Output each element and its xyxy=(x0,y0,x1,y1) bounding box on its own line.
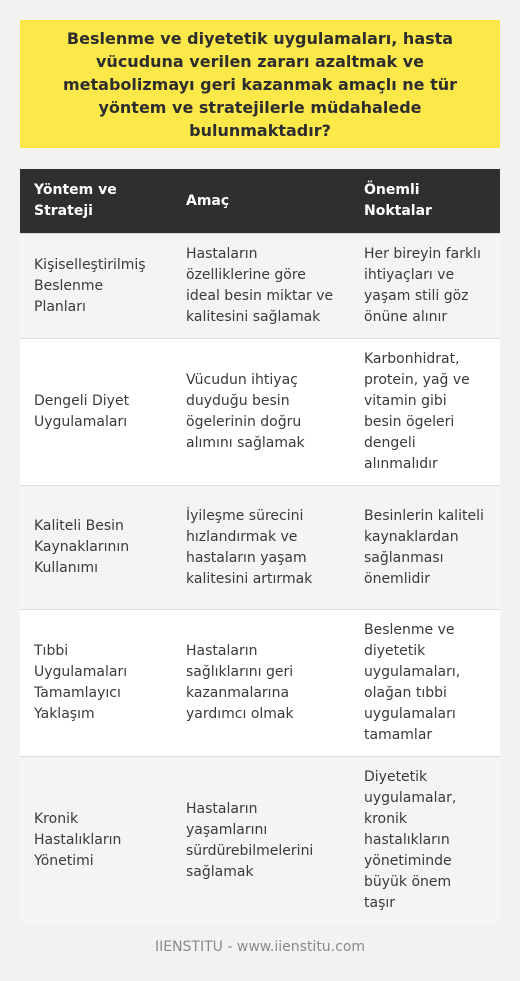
table-row xyxy=(20,486,500,610)
strategy-table xyxy=(20,169,500,924)
cell-purpose: Hastaların özelliklerine göre ideal besin miktar ve kalitesini sağlamak xyxy=(172,234,350,339)
table-row xyxy=(20,339,500,486)
cell-method: Kronik Hastalıkların Yönetimi xyxy=(20,757,172,925)
cell-method: Dengeli Diyet Uygulamaları xyxy=(20,339,172,486)
cell-purpose: Hastaların yaşamlarını sürdürebilmelerini sağlamak xyxy=(172,757,350,925)
header-method: Yöntem ve Strateji xyxy=(20,169,172,234)
footer-credit: IIENSTITU - www.iienstitu.com xyxy=(154,939,366,955)
cell-key-points: Besinlerin kaliteli kaynaklardan sağlanması önemlidir xyxy=(350,486,500,610)
cell-purpose: Vücudun ihtiyaç duyduğu besin ögelerinin doğru alımını sağlamak xyxy=(172,339,350,486)
table-row xyxy=(20,234,500,339)
cell-key-points: Karbonhidrat, protein, yağ ve vitamin gibi besin ögeleri dengeli alınmalıdır xyxy=(350,339,500,486)
cell-purpose: İyileşme sürecini hızlandırmak ve hastaların yaşam kalitesini artırmak xyxy=(172,486,350,610)
cell-method: Kaliteli Besin Kaynaklarının Kullanımı xyxy=(20,486,172,610)
cell-key-points: Diyetetik uygulamalar, kronik hastalıkların yönetiminde büyük önem taşır xyxy=(350,757,500,925)
header-purpose: Amaç xyxy=(172,169,350,234)
cell-purpose: Hastaların sağlıklarını geri kazanmalarına yardımcı olmak xyxy=(172,610,350,757)
question-box xyxy=(20,20,500,148)
table-row xyxy=(20,610,500,757)
table-row xyxy=(20,757,500,925)
cell-method: Kişiselleştirilmiş Beslenme Planları xyxy=(20,234,172,339)
cell-method: Tıbbi Uygulamaları Tamamlayıcı Yaklaşım xyxy=(20,610,172,757)
cell-key-points: Her bireyin farklı ihtiyaçları ve yaşam stili göz önüne alınır xyxy=(350,234,500,339)
cell-key-points: Beslenme ve diyetetik uygulamaları, olağan tıbbi uygulamaları tamamlar xyxy=(350,610,500,757)
table-header-row xyxy=(20,169,500,234)
header-key-points: Önemli Noktalar xyxy=(350,169,500,234)
question-text: Beslenme ve diyetetik uygulamaları, hasta vücuduna verilen zararı azaltmak ve metabolizmayı geri kazanmak amaçlı ne tür yöntem ve stratejilerle müdahalede bulunmaktadır? xyxy=(62,28,458,140)
